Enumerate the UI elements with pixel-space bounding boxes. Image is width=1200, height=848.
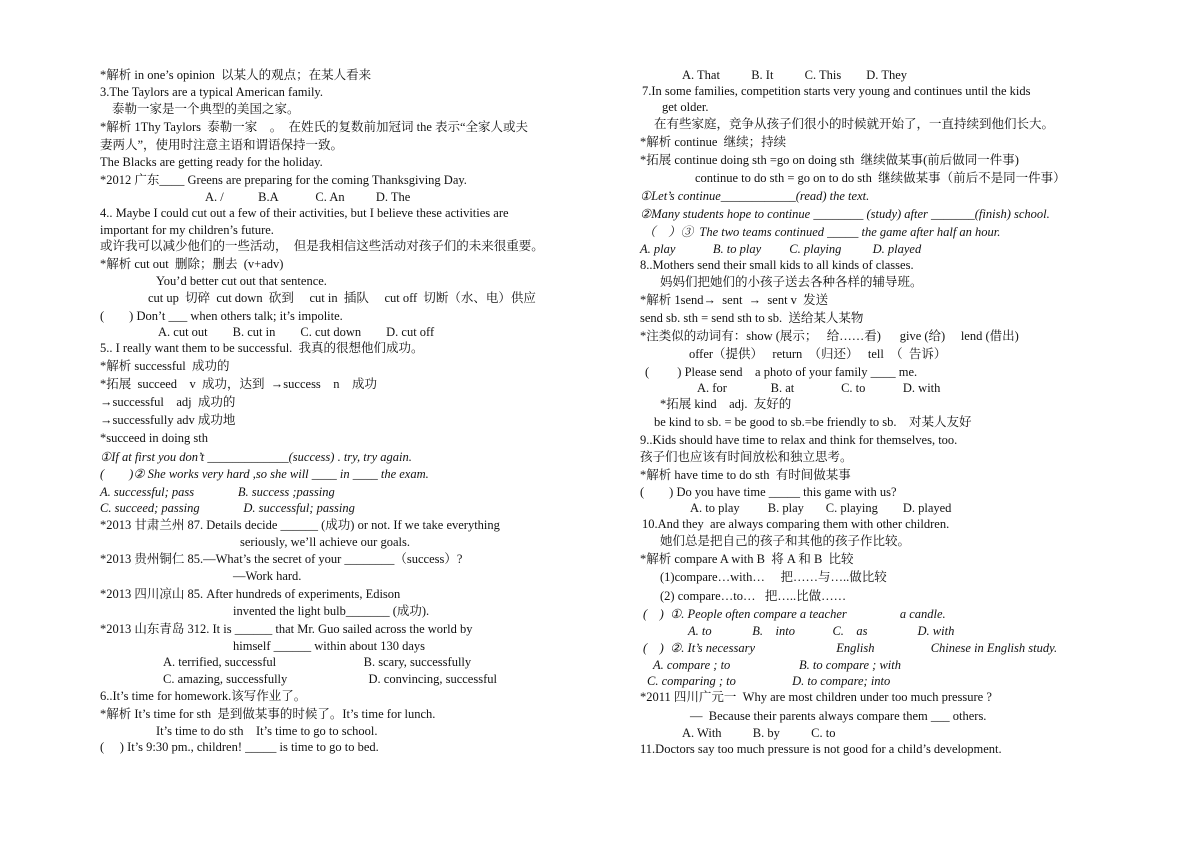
text-line: 4.. Maybe I could cut out a few of their activities, but I believe these activities are — [100, 206, 509, 220]
text-line: ②Many students hope to continue ________ (study) after _______(finish) school. — [640, 207, 1050, 221]
text-line: *解析 1Thy Taylors 泰勒一家 。 在姓氏的复数前加冠词 the 表示“全家人或夫 — [100, 120, 529, 134]
text-line: 11.Doctors say too much pressure is not good for a child’s development. — [640, 742, 1002, 756]
text-line: invented the light bulb_______ (成功). — [233, 604, 430, 618]
text-line: A. With B. by C. to — [682, 726, 836, 740]
text-line: A. to B. into C. as D. with — [688, 624, 955, 638]
text-line: *2013 贵州铜仁 85.—What’s the secret of your ________（success）? — [100, 552, 463, 566]
text-line: *解析 continue 继续；持续 — [640, 135, 787, 149]
text-line: It’s time to do sth It’s time to go to school. — [156, 724, 378, 738]
text-line: *succeed in doing sth — [100, 431, 208, 445]
text-line: A. cut out B. cut in C. cut down D. cut off — [158, 325, 435, 339]
text-line: ( ) Please send a photo of your family ____ me. — [645, 365, 918, 379]
text-line: ( ) ②. It’s necessary English Chinese in English study. — [643, 641, 1058, 655]
text-line: *解析 successful 成功的 — [100, 359, 230, 373]
text-line: A. compare ; to B. to compare ; with — [653, 658, 901, 672]
left-column — [0, 0, 560, 848]
text-line: 或许我可以减少他们的一些活动， 但是我相信这些活动对孩子们的未来很重要。 — [100, 239, 544, 253]
text-line: A. / B.A C. An D. The — [205, 190, 411, 204]
text-line: C. succeed; passing D. successful; passing — [100, 501, 355, 515]
text-line: *拓展 succeed v 成功，达到 →success n 成功 — [100, 377, 378, 391]
text-line: A. to play B. play C. playing D. played — [690, 501, 952, 515]
text-line: A. for B. at C. to D. with — [697, 381, 941, 395]
text-line: *解析 cut out 删除；删去 (v+adv) — [100, 257, 284, 271]
text-line: A. terrified, successful B. scary, successfully — [163, 655, 472, 669]
text-line: get older. — [662, 100, 709, 114]
text-line: A. successful; pass B. success ;passing — [100, 485, 335, 499]
text-line: ①If at first you don’t _____________(success) . try, try again. — [100, 450, 412, 464]
text-line: 泰勒一家是一个典型的美国之家。 — [112, 102, 300, 116]
text-line: himself ______ within about 130 days — [233, 639, 425, 653]
text-line: (2) compare…to… 把…..比做…… — [660, 589, 847, 603]
text-line: (1)compare…with… 把……与…..做比较 — [660, 570, 887, 584]
text-line: →successfully adv 成功地 — [100, 413, 236, 427]
text-line: The Blacks are getting ready for the holiday. — [100, 155, 323, 169]
text-line: cut up 切碎 cut down 砍到 cut in 插队 cut off 切断（水、电）供应 — [148, 291, 536, 305]
text-line: （ ）③ The two teams continued _____ the game after half an hour. — [640, 225, 1001, 239]
text-line: 10.And they are always comparing them with other children. — [642, 517, 950, 531]
text-line: 8..Mothers send their small kids to all kinds of classes. — [640, 258, 914, 272]
text-line: ( ) ①. People often compare a teacher a candle. — [643, 607, 946, 621]
text-line: *解析 It’s time for sth 是到做某事的时候了。It’s time for lunch. — [100, 707, 436, 721]
text-line: 6..It’s time for homework.该写作业了。 — [100, 689, 307, 703]
text-line: 孩子们也应该有时间放松和独立思考。 — [640, 450, 853, 464]
text-line: seriously, we’ll achieve our goals. — [240, 535, 410, 549]
text-line: — Because their parents always compare them ___ others. — [690, 709, 987, 723]
text-line: ①Let’s continue____________(read) the text. — [640, 189, 870, 203]
text-line: *2013 四川凉山 85. After hundreds of experiments, Edison — [100, 587, 401, 601]
text-line: important for my children’s future. — [100, 223, 274, 237]
text-line: *2013 甘肃兰州 87. Details decide ______ (成功) or not. If we take everything — [100, 518, 500, 532]
text-line: ( ) Do you have time _____ this game with us? — [640, 485, 897, 499]
text-line: —Work hard. — [233, 569, 302, 583]
text-line: You’d better cut out that sentence. — [156, 274, 327, 288]
text-line: send sb. sth = send sth to sb. 送给某人某物 — [640, 311, 864, 325]
text-line: 在有些家庭，竞争从孩子们很小的时候就开始了，一直持续到他们长大。 — [654, 117, 1055, 131]
text-line: ( )② She works very hard ,so she will ____ in ____ the exam. — [100, 467, 429, 481]
text-line: 5.. I really want them to be successful. 我真的很想他们成功。 — [100, 341, 424, 355]
text-line: C. amazing, successfully D. convincing, successful — [163, 672, 497, 686]
text-line: *2012 广东____ Greens are preparing for the coming Thanksgiving Day. — [100, 173, 467, 187]
text-line: ( ) Don’t ___ when others talk; it’s impolite. — [100, 309, 343, 323]
text-line: A. play B. to play C. playing D. played — [640, 242, 922, 256]
text-line: 3.The Taylors are a typical American family. — [100, 85, 323, 99]
text-line: *2013 山东青岛 312. It is ______ that Mr. Guo sailed across the world by — [100, 622, 473, 636]
text-line: 她们总是把自己的孩子和其他的孩子作比较。 — [660, 534, 911, 548]
text-line: *解析 in one’s opinion 以某人的观点；在某人看来 — [100, 68, 372, 82]
text-line: *解析 have time to do sth 有时间做某事 — [640, 468, 851, 482]
text-line: offer（提供） return （归还） tell （ 告诉） — [689, 347, 947, 361]
right-column — [600, 0, 1160, 848]
text-line: continue to do sth = go on to do sth 继续做某事（前后不是同一件事） — [695, 171, 1066, 185]
text-line: 9..Kids should have time to relax and think for themselves, too. — [640, 433, 958, 447]
text-line: ( ) It’s 9:30 pm., children! _____ is time to go to bed. — [100, 740, 379, 754]
text-line: C. comparing ; to D. to compare; into — [647, 674, 891, 688]
text-line: *2011 四川广元一 Why are most children under too much pressure ? — [640, 690, 992, 704]
text-line: *拓展 kind adj. 友好的 — [660, 397, 792, 411]
text-line: *注类似的动词有：show (展示； 给……看) give (给) lend (借出) — [640, 329, 1019, 343]
text-line: *拓展 continue doing sth =go on doing sth 继续做某事(前后做同一件事) — [640, 153, 1019, 167]
text-line: A. That B. It C. This D. They — [682, 68, 907, 82]
text-line: 7.In some families, competition starts very young and continues until the kids — [642, 84, 1031, 98]
text-line: →successful adj 成功的 — [100, 395, 236, 409]
text-line: 妈妈们把她们的小孩子送去各种各样的辅导班。 — [660, 275, 923, 289]
text-line: *解析 compare A with B 将 A 和 B 比较 — [640, 552, 854, 566]
text-line: 妻两人”，使用时注意主语和谓语保持一致。 — [100, 138, 344, 152]
text-line: be kind to sb. = be good to sb.=be friendly to sb. 对某人友好 — [654, 415, 972, 429]
text-line: *解析 1send→ sent → sent v 发送 — [640, 293, 829, 307]
